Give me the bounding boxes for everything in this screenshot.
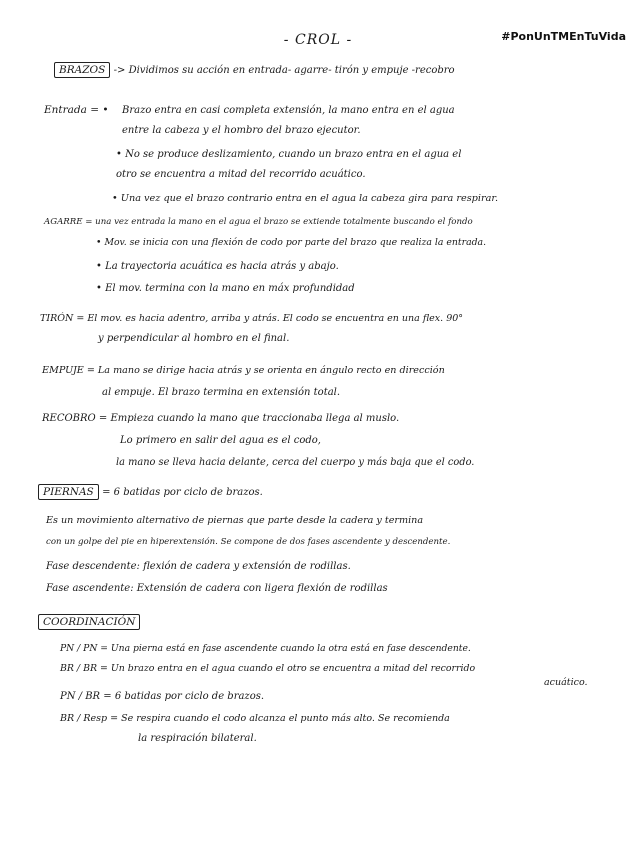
recobro-line: Lo primero en salir del agua es el codo, [120, 435, 321, 446]
brazos-header [54, 62, 455, 78]
agarre-line: • El mov. termina con la mano en máx profundidad [96, 283, 355, 294]
entrada-line: Brazo entra en casi completa extensión, la mano entra en el agua [122, 105, 455, 116]
entrada-label: Entrada = • [44, 104, 109, 116]
piernas-label: PIERNAS [38, 484, 99, 500]
coordinacion-label: COORDINACIÓN [38, 614, 140, 630]
entrada-line: • Una vez que el brazo contrario entra en el agua la cabeza gira para respirar. [112, 193, 499, 204]
empuje-line: al empuje. El brazo termina en extensión total. [102, 387, 341, 398]
brazos-label: BRAZOS [54, 62, 110, 78]
page-title: - CROL - [283, 32, 353, 48]
hashtag: #PonUnTMEnTuVida [501, 30, 626, 43]
recobro-line: RECOBRO = Empieza cuando la mano que traccionaba llega al muslo. [42, 413, 400, 424]
piernas-line: con un golpe del pie en hiperextensión. Se compone de dos fases ascendente y descendente. [46, 537, 451, 547]
entrada-line: otro se encuentra a mitad del recorrido acuático. [116, 169, 366, 180]
coordinacion-line: BR / BR = Un brazo entra en el agua cuando el otro se encuentra a mitad del recorrido [60, 663, 476, 674]
coordinacion-line: acuático. [544, 677, 588, 688]
agarre-line: • Mov. se inicia con una flexión de codo por parte del brazo que realiza la entrada. [96, 237, 487, 248]
coordinacion-line: PN / PN = Una pierna está en fase ascendente cuando la otra está en fase descendente. [60, 643, 471, 654]
piernas-line: Fase ascendente: Extensión de cadera con ligera flexión de rodillas [46, 583, 388, 594]
recobro-line: la mano se lleva hacia delante, cerca del cuerpo y más baja que el codo. [116, 457, 475, 468]
tiron-line: y perpendicular al hombro en el final. [98, 333, 290, 344]
coordinacion-line: BR / Resp = Se respira cuando el codo alcanza el punto más alto. Se recomienda [60, 713, 450, 724]
agarre-line: AGARRE = una vez entrada la mano en el agua el brazo se extiende totalmente buscando el fondo [44, 217, 473, 227]
coordinacion-header [38, 614, 140, 630]
empuje-line: EMPUJE = La mano se dirige hacia atrás y se orienta en ángulo recto en dirección [42, 365, 445, 376]
entrada-line: • No se produce deslizamiento, cuando un brazo entra en el agua el [116, 149, 462, 160]
piernas-line: Es un movimiento alternativo de piernas que parte desde la cadera y termina [46, 515, 424, 526]
brazos-intro: -> Dividimos su acción en entrada- agarre- tirón y empuje -recobro [113, 65, 455, 76]
tiron-line: TIRÓN = El mov. es hacia adentro, arriba y atrás. El codo se encuentra en una flex. 90° [40, 313, 464, 324]
coordinacion-line: PN / BR = 6 batidas por ciclo de brazos. [60, 691, 265, 702]
piernas-header [38, 484, 263, 500]
agarre-line: • La trayectoria acuática es hacia atrás y abajo. [96, 261, 339, 272]
piernas-intro: = 6 batidas por ciclo de brazos. [102, 487, 263, 498]
coordinacion-line: la respiración bilateral. [138, 733, 257, 744]
piernas-line: Fase descendente: flexión de cadera y extensión de rodillas. [46, 561, 351, 572]
entrada-line: entre la cabeza y el hombro del brazo ejecutor. [122, 125, 361, 136]
